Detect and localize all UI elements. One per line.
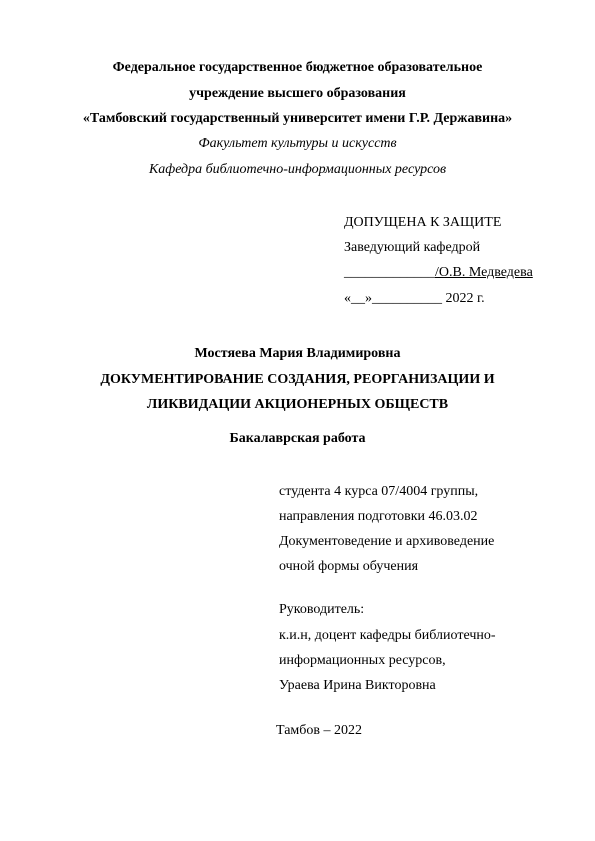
city-year: Тамбов – 2022: [275, 723, 362, 738]
student-line-4: очной формы обучения: [279, 559, 419, 574]
institution-line-1: Федеральное государственное бюджетное образовательное: [112, 60, 483, 75]
student-line-3: Документоведение и архивоведение: [279, 534, 495, 549]
department-name: Кафедра библиотечно-информационных ресурсов: [148, 162, 447, 177]
supervisor-name: Ураева Ирина Викторовна: [279, 678, 436, 693]
supervisor-line-1: к.и.н, доцент кафедры библиотечно-: [279, 628, 496, 643]
work-title-line-2: ЛИКВИДАЦИИ АКЦИОНЕРНЫХ ОБЩЕСТВ: [146, 397, 449, 412]
approval-title: ДОПУЩЕНА К ЗАЩИТЕ: [344, 215, 502, 230]
work-type: Бакалаврская работа: [229, 431, 366, 446]
head-of-department-name: /О.В. Медведева: [435, 265, 533, 280]
approval-date: «__»__________ 2022 г.: [344, 291, 485, 306]
student-line-1: студента 4 курса 07/4004 группы,: [279, 484, 479, 499]
approval-signature-line: [344, 264, 533, 282]
university-name: «Тамбовский государственный университет имени Г.Р. Державина»: [82, 111, 513, 126]
work-title-line-1: ДОКУМЕНТИРОВАНИЕ СОЗДАНИЯ, РЕОРГАНИЗАЦИИ И: [100, 372, 495, 387]
signature-blank: _____________: [344, 265, 435, 280]
faculty-name: Факультет культуры и искусств: [198, 136, 397, 151]
supervisor-line-2: информационных ресурсов,: [279, 653, 446, 668]
supervisor-label: Руководитель:: [279, 602, 365, 617]
student-line-2: направления подготовки 46.03.02: [279, 509, 478, 524]
approval-position: Заведующий кафедрой: [344, 240, 481, 255]
institution-line-2: учреждение высшего образования: [189, 86, 406, 101]
author-name: Мостяева Мария Владимировна: [194, 346, 401, 361]
